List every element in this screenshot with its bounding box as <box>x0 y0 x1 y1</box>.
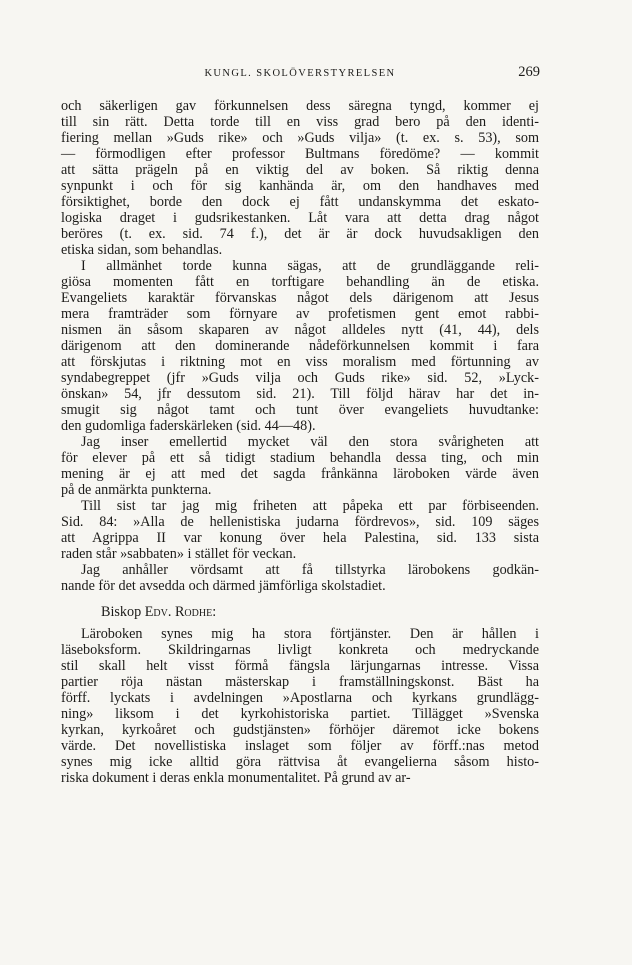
text-line: försiktighet, borde den dock ej fått undanskymma det eskato- <box>61 194 539 210</box>
text-line: Evangeliets karaktär förvanskas något dels därigenom att Jesus <box>61 290 539 306</box>
paragraph <box>61 258 539 434</box>
paragraph <box>61 434 539 498</box>
text-line: läseboksform. Skildringarnas livligt konkreta och medryckande <box>61 642 539 658</box>
text-line: stil skall helt visst förmå fängsla lärjungarnas intresse. Vissa <box>61 658 539 674</box>
text-line: riska dokument i deras enkla monumentalitet. På grund av ar- <box>61 770 411 786</box>
text-line: — förmodligen efter professor Bultmans föredöme? — kommit <box>61 146 539 162</box>
text-line: Jag anhåller vördsamt att få tillstyrka lärobokens godkän- <box>81 562 539 578</box>
text-line: förff. lyckats i avdelningen »Apostlarna och kyrkans grundlägg- <box>61 690 539 706</box>
text-line: etiska sidan, som behandlas. <box>61 242 223 258</box>
text-line: Till sist tar jag mig friheten att påpeka ett par förbiseenden. <box>81 498 539 514</box>
signature-name: Edv. Rodhe: <box>144 604 217 620</box>
text-line: syndabegreppet (jfr »Guds vilja och Guds rike» sid. 52, »Lyck- <box>61 370 539 386</box>
text-line: till sin rätt. Detta torde till en viss grad bero på den identi- <box>61 114 539 130</box>
text-line: den gudomliga faderskärleken (sid. 44—48). <box>61 418 316 434</box>
text-line: önskan» 54, jfr dessutom sid. 21). Till följd härav har det in- <box>61 386 539 402</box>
text-line: på de anmärkta punkterna. <box>61 482 212 498</box>
text-line: logiska draget i gudsrikestanken. Låt vara att detta drag något <box>61 210 539 226</box>
text-line: Sid. 84: »Alla de hellenistiska judarna fördrevos», sid. 109 säges <box>61 514 539 530</box>
page-number: 269 <box>518 64 540 80</box>
paragraph <box>61 562 539 594</box>
reviewer-signature <box>61 604 539 620</box>
text-line: fiering mellan »Guds rike» och »Guds vilja» (t. ex. s. 53), som <box>61 130 539 146</box>
text-line: Jag inser emellertid mycket väl den stora svårigheten att <box>81 434 539 450</box>
text-line: nande för det avsedda och därmed jämförliga skolstadiet. <box>61 578 386 594</box>
signature-prefix: Biskop <box>101 604 145 620</box>
text-line: raden står »sabbaten» i stället för veckan. <box>61 546 297 562</box>
text-line: för elever på ett så tidigt stadium behandla dessa ting, och min <box>61 450 539 466</box>
text-line: att Agrippa II var konung över hela Palestina, sid. 133 sista <box>61 530 539 546</box>
text-line: giösa momenten fått en torftigare behandling än de etiska. <box>61 274 539 290</box>
text-line: att förskjutas i riktning mot en viss moralism med förtunning av <box>61 354 539 370</box>
paragraph <box>61 98 539 258</box>
body-text <box>61 98 539 786</box>
text-line: synes mig icke alltid göra rättvisa åt evangelierna såsom histo- <box>61 754 539 770</box>
text-line: synpunkt i och för sig kanhända är, om den handhaves med <box>61 178 539 194</box>
text-line: smugit sig något tamt och tunt över evangeliets huvudtanke: <box>61 402 539 418</box>
paragraph <box>61 498 539 562</box>
text-line: nismen än såsom skaparen av något alldeles nytt (41, 44), dels <box>61 322 539 338</box>
text-line: partier röja nästan mästerskap i framställningskonst. Bäst ha <box>61 674 539 690</box>
text-line: kyrkan, kyrkoåret och gudstjänsten» förhöjer däremot icke bokens <box>61 722 539 738</box>
page-header <box>60 64 540 84</box>
text-line: och säkerligen gav förkunnelsen dess säregna tyngd, kommer ej <box>61 98 539 114</box>
text-line: mening är ej att med det sagda frånkänna läroboken värde även <box>61 466 539 482</box>
text-line: att sätta prägeln på en viktig del av boken. Så riktig denna <box>61 162 539 178</box>
text-line: I allmänhet torde kunna sägas, att de grundläggande reli- <box>81 258 539 274</box>
text-line: mera framträder som förnyare av profetismen gent emot rabbi- <box>61 306 539 322</box>
text-line: Läroboken synes mig ha stora förtjänster. Den är hållen i <box>81 626 539 642</box>
paragraph <box>61 626 539 786</box>
running-head: KUNGL. SKOLÖVERSTYRELSEN <box>204 68 396 79</box>
text-line: ning» liksom i det kyrkohistoriska partiet. Tillägget »Svenska <box>61 706 539 722</box>
text-line: beröres (t. ex. sid. 74 f.), det är är dock huvudsakligen den <box>61 226 539 242</box>
text-line: värde. Det novellistiska inslaget som följer av förff.:nas metod <box>61 738 539 754</box>
text-line: därigenom att den dominerande nådeförkunnelsen kommit i fara <box>61 338 539 354</box>
